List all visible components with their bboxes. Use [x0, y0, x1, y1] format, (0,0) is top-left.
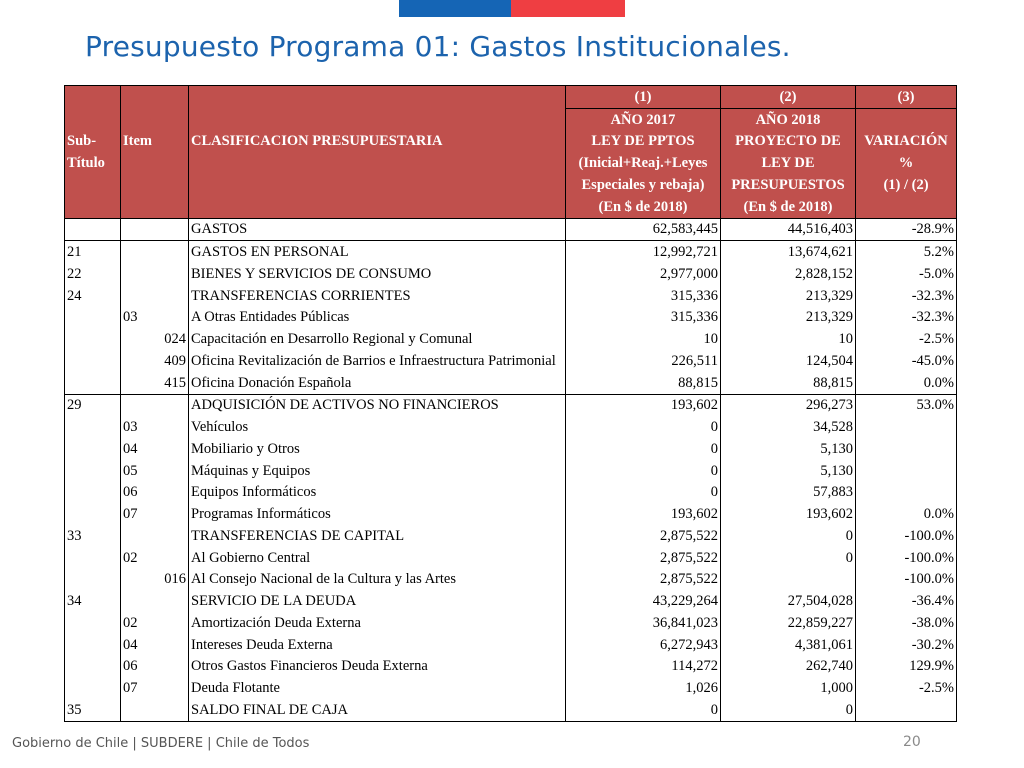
value-2018-cell: 0: [721, 547, 856, 569]
header-subtitulo-line1: Sub-: [65, 131, 121, 153]
asignacion-cell: [155, 460, 189, 482]
description-cell: Intereses Deuda Externa: [189, 634, 566, 656]
value-2017-cell: 62,583,445: [566, 218, 721, 241]
asignacion-cell: [155, 241, 189, 263]
item-cell: 03: [121, 416, 155, 438]
subtitulo-cell: 33: [65, 525, 121, 547]
description-cell: TRANSFERENCIAS CORRIENTES: [189, 285, 566, 307]
value-2017-cell: 36,841,023: [566, 612, 721, 634]
subtitulo-cell: [65, 218, 121, 241]
header-col-num-1: (1): [566, 86, 721, 109]
header-col3-line1: [856, 108, 957, 130]
header-col2-line5: (En $ de 2018): [721, 196, 856, 218]
asignacion-cell: [155, 656, 189, 678]
value-2017-cell: 2,977,000: [566, 263, 721, 285]
description-cell: Capacitación en Desarrollo Regional y Comunal: [189, 328, 566, 350]
value-2018-cell: 296,273: [721, 394, 856, 416]
table-row: [65, 656, 957, 678]
table-row: [65, 677, 957, 699]
table-row: [65, 372, 957, 394]
value-2017-cell: 88,815: [566, 372, 721, 394]
table-header: [65, 86, 957, 219]
variation-cell: -36.4%: [856, 590, 957, 612]
variation-cell: -28.9%: [856, 218, 957, 241]
variation-cell: [856, 416, 957, 438]
subtitulo-cell: 35: [65, 699, 121, 721]
value-2017-cell: 0: [566, 416, 721, 438]
header-col-num-3: (3): [856, 86, 957, 109]
variation-cell: -30.2%: [856, 634, 957, 656]
variation-cell: -32.3%: [856, 285, 957, 307]
subtitulo-cell: [65, 503, 121, 525]
subtitulo-cell: 24: [65, 285, 121, 307]
description-cell: Amortización Deuda Externa: [189, 612, 566, 634]
value-2018-cell: 27,504,028: [721, 590, 856, 612]
header-col2-line2: PROYECTO DE: [721, 131, 856, 153]
table-row: [65, 416, 957, 438]
table-row: [65, 503, 957, 525]
table-row: [65, 482, 957, 504]
item-cell: 04: [121, 634, 155, 656]
header-blank: [121, 86, 155, 109]
item-cell: 02: [121, 547, 155, 569]
value-2018-cell: 34,528: [721, 416, 856, 438]
item-cell: 04: [121, 438, 155, 460]
value-2018-cell: 44,516,403: [721, 218, 856, 241]
asignacion-cell: [155, 547, 189, 569]
value-2017-cell: 114,272: [566, 656, 721, 678]
value-2017-cell: 2,875,522: [566, 569, 721, 591]
value-2017-cell: 193,602: [566, 503, 721, 525]
item-cell: 06: [121, 656, 155, 678]
value-2017-cell: 226,511: [566, 350, 721, 372]
item-cell: [121, 263, 155, 285]
value-2017-cell: 0: [566, 438, 721, 460]
description-cell: Al Gobierno Central: [189, 547, 566, 569]
variation-cell: -38.0%: [856, 612, 957, 634]
value-2018-cell: 4,381,061: [721, 634, 856, 656]
value-2018-cell: 2,828,152: [721, 263, 856, 285]
value-2017-cell: 12,992,721: [566, 241, 721, 263]
subtitulo-cell: [65, 438, 121, 460]
table-row: [65, 285, 957, 307]
value-2018-cell: 57,883: [721, 482, 856, 504]
asignacion-cell: [155, 590, 189, 612]
subtitulo-cell: [65, 612, 121, 634]
table-row: [65, 263, 957, 285]
header-col3-line5: [856, 196, 957, 218]
value-2017-cell: 315,336: [566, 307, 721, 329]
value-2018-cell: 13,674,621: [721, 241, 856, 263]
header-col3-line3: %: [856, 152, 957, 174]
subtitulo-cell: [65, 634, 121, 656]
value-2018-cell: 0: [721, 699, 856, 721]
item-cell: [121, 218, 155, 241]
description-cell: A Otras Entidades Públicas: [189, 307, 566, 329]
value-2018-cell: 124,504: [721, 350, 856, 372]
asignacion-cell: [155, 438, 189, 460]
header-col-num-2: (2): [721, 86, 856, 109]
value-2017-cell: 315,336: [566, 285, 721, 307]
table-row: [65, 350, 957, 372]
item-cell: [121, 372, 155, 394]
variation-cell: -100.0%: [856, 547, 957, 569]
table-row: [65, 394, 957, 416]
item-cell: 03: [121, 307, 155, 329]
description-cell: Vehículos: [189, 416, 566, 438]
header-subtitulo-line2: Título: [65, 152, 121, 174]
table-row: [65, 460, 957, 482]
subtitulo-cell: 21: [65, 241, 121, 263]
value-2018-cell: 213,329: [721, 307, 856, 329]
header-blank: [155, 86, 189, 109]
item-cell: [121, 394, 155, 416]
subtitulo-cell: 34: [65, 590, 121, 612]
asignacion-cell: [155, 612, 189, 634]
variation-cell: -2.5%: [856, 677, 957, 699]
description-cell: Equipos Informáticos: [189, 482, 566, 504]
table-row: [65, 590, 957, 612]
value-2018-cell: 0: [721, 525, 856, 547]
item-cell: [121, 590, 155, 612]
item-cell: [121, 285, 155, 307]
subtitulo-cell: [65, 372, 121, 394]
variation-cell: -5.0%: [856, 263, 957, 285]
asignacion-cell: [155, 285, 189, 307]
header-item: Item: [121, 131, 189, 153]
description-cell: GASTOS: [189, 218, 566, 241]
asignacion-cell: [155, 416, 189, 438]
subtitulo-cell: [65, 350, 121, 372]
value-2017-cell: 10: [566, 328, 721, 350]
description-cell: Mobiliario y Otros: [189, 438, 566, 460]
table-row: [65, 699, 957, 721]
item-cell: [121, 569, 155, 591]
asignacion-cell: [155, 394, 189, 416]
description-cell: SALDO FINAL DE CAJA: [189, 699, 566, 721]
asignacion-cell: [155, 263, 189, 285]
asignacion-cell: [155, 218, 189, 241]
table-row: [65, 547, 957, 569]
table-row: [65, 634, 957, 656]
subtitulo-cell: [65, 656, 121, 678]
item-cell: [121, 525, 155, 547]
table-row: [65, 612, 957, 634]
description-cell: GASTOS EN PERSONAL: [189, 241, 566, 263]
budget-table: [64, 85, 957, 722]
header-blank: [189, 86, 566, 109]
item-cell: [121, 350, 155, 372]
value-2017-cell: 1,026: [566, 677, 721, 699]
asignacion-cell: [155, 482, 189, 504]
value-2017-cell: 2,875,522: [566, 547, 721, 569]
flag-stripe-blue: [399, 0, 511, 17]
description-cell: Al Consejo Nacional de la Cultura y las Artes: [189, 569, 566, 591]
subtitulo-cell: [65, 460, 121, 482]
variation-cell: 0.0%: [856, 372, 957, 394]
slide-title: Presupuesto Programa 01: Gastos Institucionales.: [85, 30, 791, 63]
subtitulo-cell: [65, 569, 121, 591]
description-cell: Máquinas y Equipos: [189, 460, 566, 482]
header-col1-line1: AÑO 2017: [566, 108, 721, 130]
variation-cell: 5.2%: [856, 241, 957, 263]
subtitulo-cell: [65, 677, 121, 699]
item-cell: [121, 328, 155, 350]
header-col3-line4: (1) / (2): [856, 174, 957, 196]
value-2017-cell: 0: [566, 699, 721, 721]
variation-cell: 0.0%: [856, 503, 957, 525]
item-cell: 07: [121, 503, 155, 525]
value-2018-cell: 5,130: [721, 460, 856, 482]
header-col1-line5: (En $ de 2018): [566, 196, 721, 218]
value-2018-cell: 88,815: [721, 372, 856, 394]
value-2017-cell: 193,602: [566, 394, 721, 416]
item-cell: 02: [121, 612, 155, 634]
variation-cell: 53.0%: [856, 394, 957, 416]
header-col2-line3: LEY DE: [721, 152, 856, 174]
variation-cell: 129.9%: [856, 656, 957, 678]
header-col2-line4: PRESUPUESTOS: [721, 174, 856, 196]
subtitulo-cell: [65, 416, 121, 438]
asignacion-cell: 409: [164, 352, 186, 369]
asignacion-cell: [155, 634, 189, 656]
description-cell: ADQUISICIÓN DE ACTIVOS NO FINANCIEROS: [189, 394, 566, 416]
subtitulo-cell: [65, 482, 121, 504]
description-cell: Otros Gastos Financieros Deuda Externa: [189, 656, 566, 678]
description-cell: BIENES Y SERVICIOS DE CONSUMO: [189, 263, 566, 285]
header-clasificacion: CLASIFICACION PRESUPUESTARIA: [189, 131, 566, 153]
item-cell: 06: [121, 482, 155, 504]
asignacion-cell: [155, 307, 189, 329]
value-2017-cell: 6,272,943: [566, 634, 721, 656]
flag-stripe-red: [511, 0, 625, 17]
asignacion-cell: [155, 677, 189, 699]
item-cell: 05: [121, 460, 155, 482]
asignacion-cell: [155, 525, 189, 547]
table-row: [65, 525, 957, 547]
asignacion-cell: 016: [164, 571, 186, 588]
header-col1-line4: Especiales y rebaja): [566, 174, 721, 196]
description-cell: SERVICIO DE LA DEUDA: [189, 590, 566, 612]
description-cell: TRANSFERENCIAS DE CAPITAL: [189, 525, 566, 547]
variation-cell: -32.3%: [856, 307, 957, 329]
page-number: 20: [903, 734, 921, 750]
variation-cell: -100.0%: [856, 569, 957, 591]
table-row: [65, 569, 957, 591]
subtitulo-cell: 29: [65, 394, 121, 416]
value-2018-cell: 213,329: [721, 285, 856, 307]
subtitulo-cell: 22: [65, 263, 121, 285]
variation-cell: [856, 699, 957, 721]
value-2018-cell: 5,130: [721, 438, 856, 460]
value-2017-cell: 0: [566, 460, 721, 482]
item-cell: 07: [121, 677, 155, 699]
subtitulo-cell: [65, 328, 121, 350]
table-row: [65, 438, 957, 460]
asignacion-cell: [155, 699, 189, 721]
item-cell: [121, 699, 155, 721]
value-2018-cell: 10: [721, 328, 856, 350]
description-cell: Oficina Donación Española: [189, 372, 566, 394]
table-row: [65, 328, 957, 350]
subtitulo-cell: [65, 547, 121, 569]
variation-cell: -100.0%: [856, 525, 957, 547]
variation-cell: -2.5%: [856, 328, 957, 350]
value-2017-cell: 43,229,264: [566, 590, 721, 612]
description-cell: Deuda Flotante: [189, 677, 566, 699]
asignacion-cell: 024: [164, 331, 186, 348]
footer-text: Gobierno de Chile | SUBDERE | Chile de Todos: [12, 736, 310, 751]
variation-cell: [856, 460, 957, 482]
variation-cell: -45.0%: [856, 350, 957, 372]
variation-cell: [856, 438, 957, 460]
table-row: [65, 307, 957, 329]
header-col1-line2: LEY DE PPTOS: [566, 131, 721, 153]
description-cell: Oficina Revitalización de Barrios e Infraestructura Patrimonial: [189, 350, 566, 372]
value-2018-cell: 193,602: [721, 503, 856, 525]
description-cell: Programas Informáticos: [189, 503, 566, 525]
item-cell: [121, 241, 155, 263]
subtitulo-cell: [65, 307, 121, 329]
header-col1-line3: (Inicial+Reaj.+Leyes: [566, 152, 721, 174]
asignacion-cell: [155, 503, 189, 525]
value-2017-cell: 0: [566, 482, 721, 504]
value-2018-cell: 262,740: [721, 656, 856, 678]
value-2018-cell: [721, 569, 856, 591]
table-row: [65, 241, 957, 263]
header-col3-line2: VARIACIÓN: [856, 131, 957, 153]
asignacion-cell: 415: [155, 372, 189, 394]
value-2017-cell: 2,875,522: [566, 525, 721, 547]
table-body: [65, 218, 957, 721]
variation-cell: [856, 482, 957, 504]
header-col2-line1: AÑO 2018: [721, 108, 856, 130]
value-2018-cell: 1,000: [721, 677, 856, 699]
header-blank: [65, 86, 121, 109]
value-2018-cell: 22,859,227: [721, 612, 856, 634]
table-row: [65, 218, 957, 241]
